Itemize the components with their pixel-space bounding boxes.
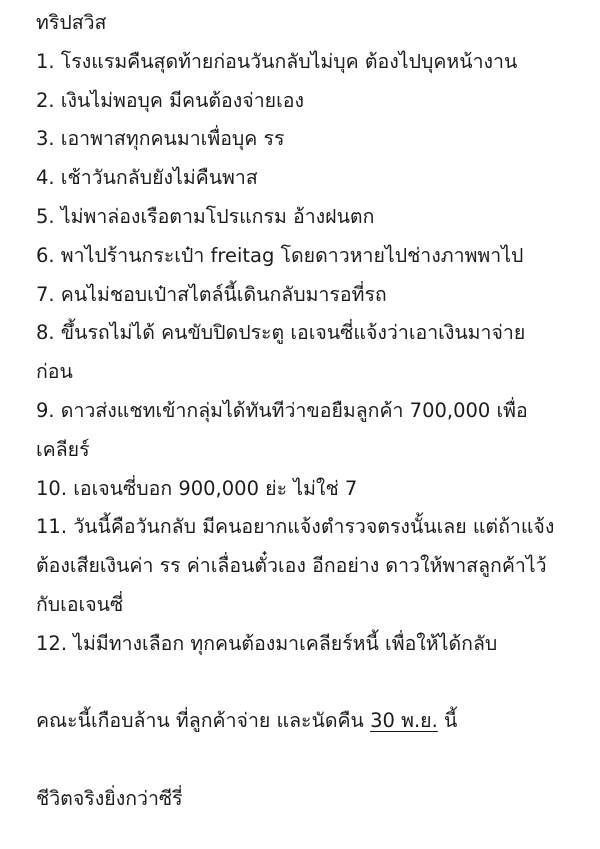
list-item-continuation: กับเอเจนซี่ bbox=[36, 592, 124, 616]
list-item: 3. เอาพาสทุกคนมาเพื่อบุค รร bbox=[36, 127, 285, 151]
list-item: 8. ขึ้นรถไม่ได้ คนขับปิดประตู เอเจนซี่แจ้งว่าเอาเงินมาจ่าย bbox=[36, 321, 526, 345]
note-title: ทริปสวิส bbox=[36, 11, 107, 34]
list-item: 4. เช้าวันกลับยังไม่คืนพาส bbox=[36, 166, 258, 190]
list-item: 7. คนไม่ชอบเป๋าสไตล์นี้เดินกลับมารอที่รถ bbox=[36, 282, 387, 306]
date-link[interactable]: 30 พ.ย. bbox=[370, 709, 438, 733]
list-item: 12. ไม่มีทางเลือก ทุกคนต้องมาเคลียร์หนี้ เพื่อให้ได้กลับ bbox=[36, 631, 498, 655]
list-item-continuation: ต้องเสียเงินค่า รร ค่าเลื่อนตั๋วเอง อีกอย่าง ดาวให้พาสลูกค้าไว้ bbox=[36, 554, 547, 578]
list-item: 1. โรงแรมคืนสุดท้ายก่อนวันกลับไม่บุค ต้องไปบุคหน้างาน bbox=[36, 49, 518, 73]
summary-suffix: นี้ bbox=[437, 709, 458, 733]
summary-text: คณะนี้เกือบล้าน ที่ลูกค้าจ่าย และนัดคืน bbox=[36, 709, 371, 733]
list-item-continuation: เคลียร์ bbox=[36, 437, 90, 461]
closing-line: ชีวิตจริงยิ่งกว่าซีรี่ bbox=[36, 786, 183, 810]
list-item: 10. เอเจนซี่บอก 900,000 ย่ะ ไม่ใช่ 7 bbox=[36, 476, 358, 500]
blank-line bbox=[36, 664, 588, 703]
list-item: 9. ดาวส่งแชทเข้ากลุ่มได้ทันทีว่าขอยืมลูกค้า 700,000 เพื่อ bbox=[36, 398, 528, 422]
list-item: 2. เงินไม่พอบุค มีคนต้องจ่ายเอง bbox=[36, 88, 304, 112]
list-item: 11. วันนี้คือวันกลับ มีคนอยากแจ้งตำรวจตรงนั้นเลย แต่ถ้าแจ้ง bbox=[36, 515, 555, 539]
summary-line bbox=[36, 702, 588, 741]
blank-line bbox=[36, 741, 588, 780]
list-item: 6. พาไปร้านกระเป๋า freitag โดยดาวหายไปช่างภาพพาไป bbox=[36, 243, 524, 267]
list-item-continuation: ก่อน bbox=[36, 360, 73, 384]
list-item: 5. ไม่พาล่องเรือตามโปรแกรม อ้างฝนตก bbox=[36, 204, 375, 228]
note-body bbox=[36, 4, 588, 819]
